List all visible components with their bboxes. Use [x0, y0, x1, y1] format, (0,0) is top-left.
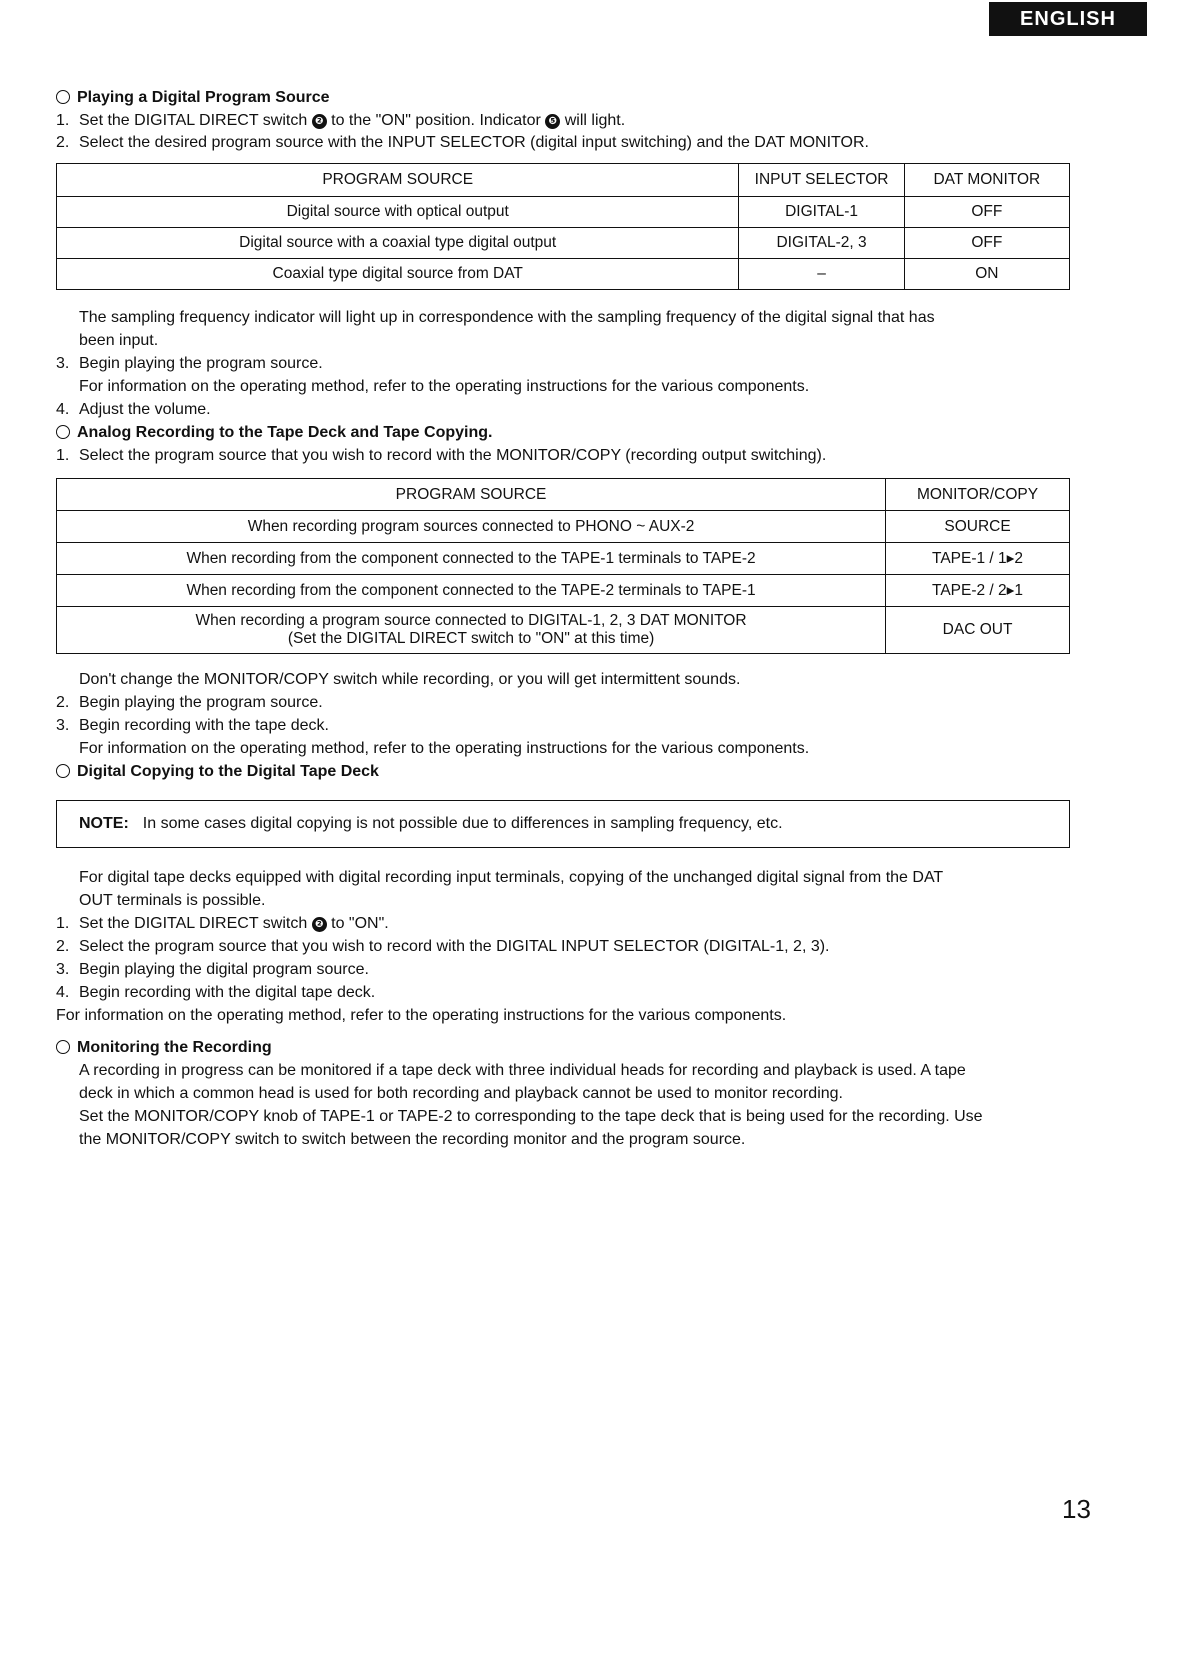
digital-step-2: 2. Select the program source that you wish to record with the DIGITAL INPUT SELECTOR (DIGITAL-1, 2, 3).	[56, 938, 830, 955]
sampling-note-line2: been input.	[79, 332, 159, 349]
sampling-note-line1: The sampling frequency indicator will light up in correspondence with the sampling frequency of the digital signal that has	[79, 309, 935, 326]
table-header-cell: PROGRAM SOURCE	[57, 164, 739, 197]
table-row	[57, 575, 1070, 607]
table-cell: TAPE-2 / 2▸1	[886, 575, 1070, 607]
section-heading-analog: Analog Recording to the Tape Deck and Tape Copying.	[56, 423, 492, 443]
table-header-row	[57, 479, 1070, 511]
table-cell: DAC OUT	[886, 607, 1070, 654]
analog-step-3: 3. Begin recording with the tape deck.	[56, 717, 329, 734]
table-cell: Digital source with optical output	[57, 197, 739, 228]
table-row	[57, 607, 1070, 654]
table-cell: When recording from the component connected to the TAPE-1 terminals to TAPE-2	[57, 543, 886, 575]
table-cell: Digital source with a coaxial type digital output	[57, 228, 739, 259]
analog-step-2: 2. Begin playing the program source.	[56, 694, 323, 711]
monitor-line4: the MONITOR/COPY switch to switch between the recording monitor and the program source.	[79, 1131, 746, 1148]
note-label: NOTE:	[79, 815, 129, 832]
table-row	[57, 197, 1070, 228]
circle-bullet-icon	[56, 90, 70, 104]
analog-step-3-info: For information on the operating method, refer to the operating instructions for the various components.	[79, 740, 810, 757]
indicator-icon: ❺	[545, 114, 560, 129]
page-number: 13	[1062, 1494, 1091, 1524]
input-selector-table	[56, 163, 1070, 290]
digital-step-4: 4. Begin recording with the digital tape deck.	[56, 984, 376, 1001]
note-text: In some cases digital copying is not possible due to differences in sampling frequency, etc.	[142, 815, 783, 832]
circle-bullet-icon	[56, 764, 70, 778]
table-cell: TAPE-1 / 1▸2	[886, 543, 1070, 575]
digital-step-1: 1. Set the DIGITAL DIRECT switch ❷ to "ON".	[56, 915, 389, 932]
table-row	[57, 259, 1070, 290]
playing-step-4: 4. Adjust the volume.	[56, 401, 211, 418]
note-box	[56, 800, 1070, 848]
table-header-cell: PROGRAM SOURCE	[57, 479, 886, 511]
playing-step-3: 3. Begin playing the program source.	[56, 355, 323, 372]
playing-step-1: 1. Set the DIGITAL DIRECT switch ❷ to the "ON" position. Indicator ❺ will light.	[56, 112, 626, 129]
section-heading-digital: Digital Copying to the Digital Tape Deck	[56, 762, 379, 782]
table-cell: DIGITAL-2, 3	[739, 228, 904, 259]
table-cell: When recording from the component connected to the TAPE-2 terminals to TAPE-1	[57, 575, 886, 607]
digital-direct-switch-icon: ❷	[312, 114, 327, 129]
digital-direct-switch-icon: ❷	[312, 917, 327, 932]
table-header-cell: MONITOR/COPY	[886, 479, 1070, 511]
section-heading-playing: Playing a Digital Program Source	[56, 88, 330, 108]
monitor-line2: deck in which a common head is used for both recording and playback cannot be used to monitor recording.	[79, 1085, 843, 1102]
table-header-cell: DAT MONITOR	[904, 164, 1069, 197]
section-heading-monitoring: Monitoring the Recording	[56, 1038, 272, 1058]
table-row	[57, 511, 1070, 543]
table-header-row	[57, 164, 1070, 197]
digital-intro-line2: OUT terminals is possible.	[79, 892, 266, 909]
table-cell: ON	[904, 259, 1069, 290]
playing-step-2: 2. Select the desired program source with the INPUT SELECTOR (digital input switching) and the DAT MONITOR.	[56, 134, 869, 151]
analog-warning: Don't change the MONITOR/COPY switch while recording, or you will get intermittent sounds.	[79, 671, 741, 688]
table-cell: OFF	[904, 197, 1069, 228]
analog-step-1: 1. Select the program source that you wish to record with the MONITOR/COPY (recording output switching).	[56, 447, 827, 464]
table-cell: OFF	[904, 228, 1069, 259]
circle-bullet-icon	[56, 1040, 70, 1054]
table-cell: When recording a program source connected to DIGITAL-1, 2, 3 DAT MONITOR (Set the DIGITAL DIRECT switch to "ON" at this time)	[57, 607, 886, 654]
table-cell: DIGITAL-1	[739, 197, 904, 228]
table-header-cell: INPUT SELECTOR	[739, 164, 904, 197]
table-row	[57, 543, 1070, 575]
digital-step-3: 3. Begin playing the digital program source.	[56, 961, 369, 978]
table-row	[57, 228, 1070, 259]
table-cell: SOURCE	[886, 511, 1070, 543]
monitor-line3: Set the MONITOR/COPY knob of TAPE-1 or TAPE-2 to corresponding to the tape deck that is being used for the recording. Use	[79, 1108, 983, 1125]
digital-info: For information on the operating method, refer to the operating instructions for the various components.	[56, 1007, 787, 1024]
monitor-copy-table	[56, 478, 1070, 654]
circle-bullet-icon	[56, 425, 70, 439]
language-tag: ENGLISH	[989, 2, 1147, 36]
playing-step-3-info: For information on the operating method, refer to the operating instructions for the various components.	[79, 378, 810, 395]
table-cell: When recording program sources connected to PHONO ~ AUX-2	[57, 511, 886, 543]
table-cell: Coaxial type digital source from DAT	[57, 259, 739, 290]
table-cell: –	[739, 259, 904, 290]
monitor-line1: A recording in progress can be monitored if a tape deck with three individual heads for recording and playback is used. A tape	[79, 1062, 966, 1079]
digital-intro-line1: For digital tape decks equipped with digital recording input terminals, copying of the unchanged digital signal from the DAT	[79, 869, 944, 886]
